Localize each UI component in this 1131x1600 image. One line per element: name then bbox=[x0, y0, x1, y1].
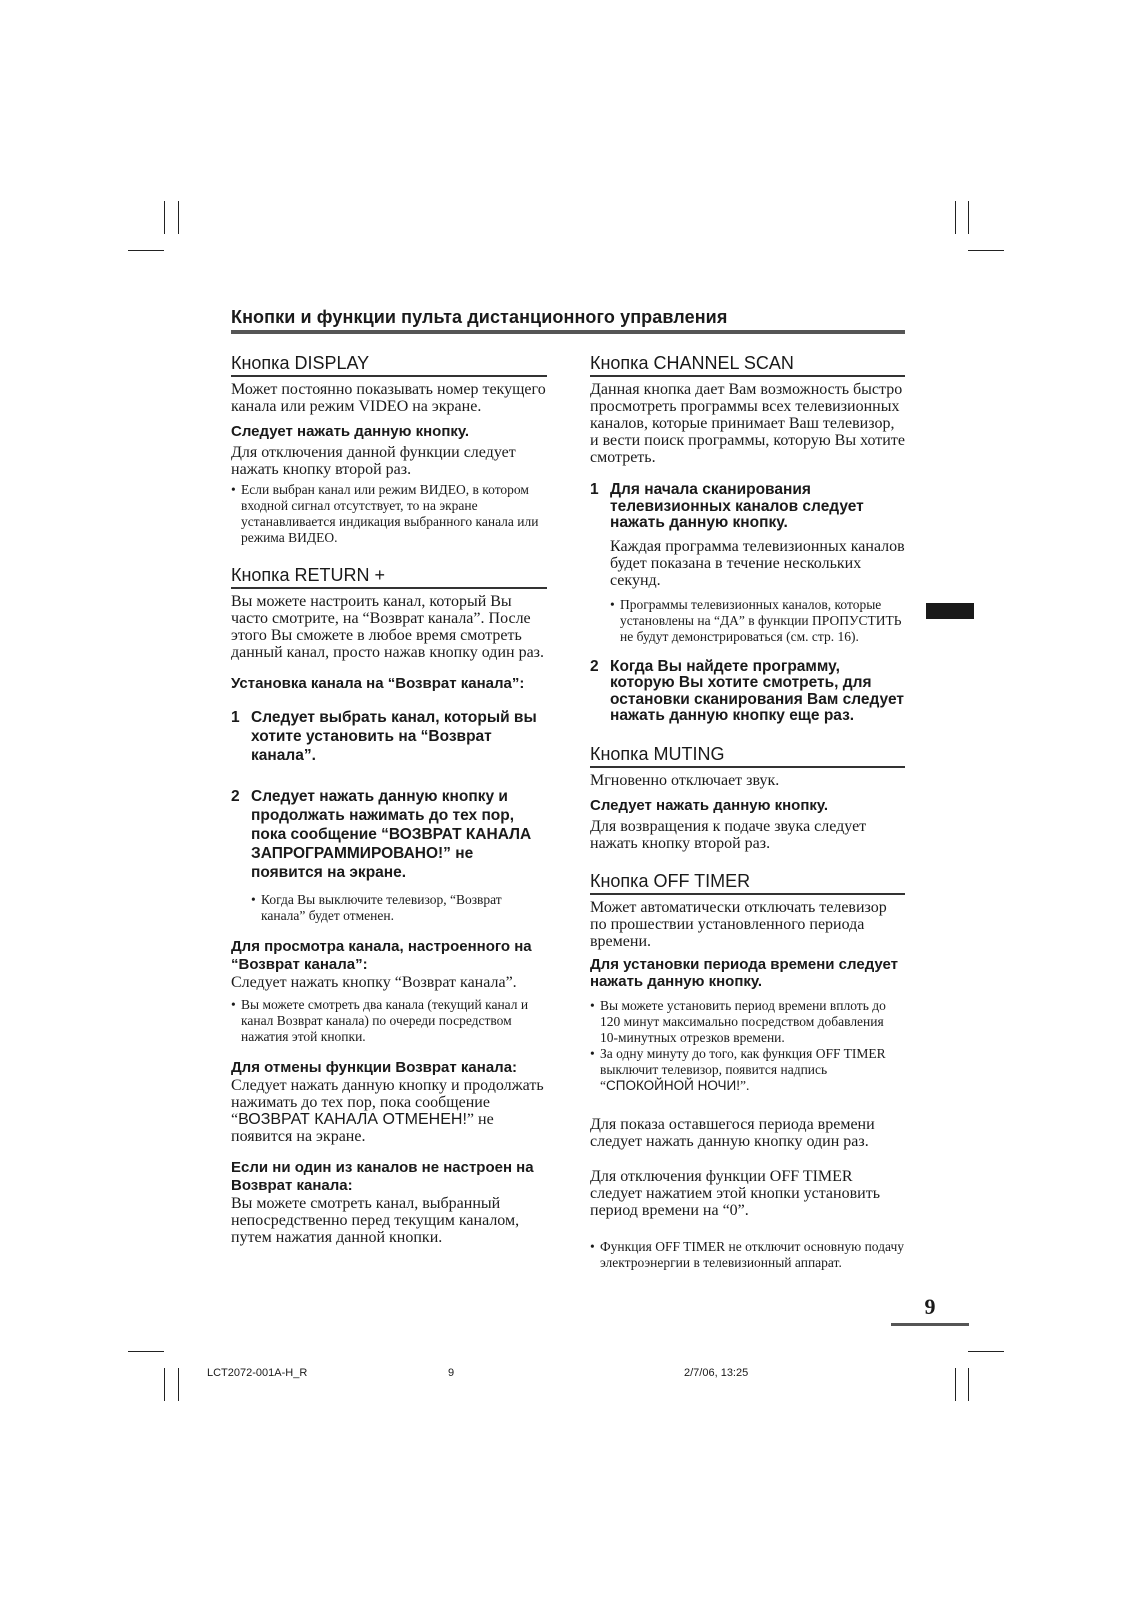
scan-description: Данная кнопка дает Вам возможность быстро просмотреть программы всех телевизионных каналов, которые принимает Ваш телевизор, и вести поиск программы, которую Вы хотите смотреть. bbox=[590, 381, 905, 466]
offtimer-note-3: • Функция OFF TIMER не отключит основную подачу электроэнергии в телевизионный аппарат. bbox=[590, 1239, 905, 1271]
muting-body: Для возвращения к подаче звука следует нажать кнопку второй раз. bbox=[590, 817, 867, 852]
return-cancel-heading: Для отмены функции Возврат канала: bbox=[231, 1059, 518, 1076]
page-number: 9 bbox=[924, 1294, 936, 1319]
return-none-heading: Если ни один из каналов не настроен на Возврат канала: bbox=[231, 1159, 534, 1194]
crop-mark bbox=[164, 201, 165, 234]
muting-description: Мгновенно отключает звук. bbox=[590, 771, 780, 789]
return-step-2 bbox=[231, 787, 547, 882]
side-tab-marker bbox=[926, 603, 974, 619]
offtimer-final-notes bbox=[590, 1239, 905, 1271]
return-cancel-body bbox=[231, 1077, 547, 1145]
step-number: 2 bbox=[231, 788, 240, 805]
crop-mark bbox=[968, 201, 969, 234]
crop-mark bbox=[968, 250, 1004, 251]
scan-section-title: Кнопка CHANNEL SCAN bbox=[590, 352, 905, 377]
scan-step-1-note: • Программы телевизионных каналов, которые установлены на “ДА” в функции ПРОПУСТИТЬ не будут демонстрироваться (см. стр. 16). bbox=[610, 597, 905, 645]
step-number: 2 bbox=[590, 657, 599, 675]
display-instruction: Следует нажать данную кнопку. bbox=[231, 423, 470, 440]
offtimer-note-2 bbox=[590, 1046, 905, 1094]
footer-code: LCT2072-001A-H_R bbox=[207, 1367, 308, 1379]
return-section-title: Кнопка RETURN + bbox=[231, 564, 547, 589]
crop-mark bbox=[955, 1368, 956, 1401]
offtimer-remaining-body: Для показа оставшегося периода времени следует нажать данную кнопку один раз. bbox=[590, 1115, 875, 1150]
display-note: • Если выбран канал или режим ВИДЕО, в котором входной сигнал отсутствует, то на экране устанавливается индикация выбранного канала или режима ВИДЕО. bbox=[231, 482, 547, 546]
display-description: Может постоянно показывать номер текущего канала или режим VIDEO на экране. bbox=[231, 381, 546, 415]
offtimer-section-title: Кнопка OFF TIMER bbox=[590, 870, 905, 895]
crop-mark bbox=[955, 201, 956, 234]
page-number-rule bbox=[891, 1323, 969, 1326]
display-section-title: Кнопка DISPLAY bbox=[231, 352, 547, 377]
step-text: Следует нажать данную кнопку и продолжать нажимать до тех пор, пока сообщение “ВОЗВРАТ КАНАЛА ЗАПРОГРАММИРОВАНО!” не появится на экране. bbox=[251, 788, 532, 881]
display-body: Для отключения данной функции следует нажать кнопку второй раз. bbox=[231, 444, 516, 478]
offtimer-note-1: • Вы можете установить период времени вплоть до 120 минут максимально посредством добавления 10-минутных отрезков времени. bbox=[590, 998, 905, 1046]
return-view-notes bbox=[231, 997, 547, 1045]
return-view-heading: Для просмотра канала, настроенного на “Возврат канала”: bbox=[231, 938, 532, 973]
return-view-body: Следует нажать кнопку “Возврат канала”. bbox=[231, 974, 517, 991]
muting-section-title: Кнопка MUTING bbox=[590, 743, 905, 768]
offtimer-message: СПОКОЙНОЙ НОЧИ! bbox=[606, 1077, 740, 1093]
offtimer-note-2-start: За одну минуту до того, как функция OFF TIMER выключит телевизор, появится надпись “ bbox=[600, 1045, 886, 1093]
offtimer-disable-body: Для отключения функции OFF TIMER следует нажатием этой кнопки установить период времени на “0”. bbox=[590, 1167, 880, 1219]
crop-mark bbox=[128, 250, 164, 251]
step-number: 1 bbox=[590, 481, 599, 498]
page-header: Кнопки и функции пульта дистанционного управления bbox=[231, 307, 728, 327]
display-notes bbox=[231, 482, 547, 546]
return-step-2-note: • Когда Вы выключите телевизор, “Возврат канала” будет отменен. bbox=[251, 892, 547, 924]
offtimer-description: Может автоматически отключать телевизор по прошествии установленного периода времени. bbox=[590, 898, 887, 950]
return-none-body: Вы можете смотреть канал, выбранный непосредственно перед текущим каналом, путем нажатия данной кнопки. bbox=[231, 1195, 520, 1246]
scan-step-1-body: Каждая программа телевизионных каналов будет показана в течение нескольких секунд. bbox=[610, 537, 905, 589]
scan-step-1-notes bbox=[610, 597, 905, 645]
return-setup-heading: Установка канала на “Возврат канала”: bbox=[231, 675, 525, 692]
crop-mark bbox=[968, 1368, 969, 1401]
return-view-note: • Вы можете смотреть два канала (текущий канал и канал Возврат канала) по очереди посредством нажатия этой кнопки. bbox=[231, 997, 547, 1045]
crop-mark bbox=[128, 1351, 164, 1352]
step-number: 1 bbox=[231, 709, 240, 726]
step-text: Для начала сканирования телевизионных каналов следует нажать данную кнопку. bbox=[610, 481, 864, 531]
scan-step-1 bbox=[590, 482, 905, 532]
return-cancel-body-end: ” не появится на экране. bbox=[231, 1111, 494, 1145]
right-column bbox=[590, 352, 905, 1271]
offtimer-note-2-end: ”. bbox=[739, 1077, 750, 1093]
step-text: Когда Вы найдете программу, которую Вы хотите смотреть, для остановки сканирования Вам следует нажать данную кнопку еще раз. bbox=[610, 657, 904, 724]
crop-mark bbox=[968, 1351, 1004, 1352]
scan-step-2 bbox=[590, 659, 905, 725]
left-column bbox=[231, 352, 547, 1246]
return-step-2-notes bbox=[251, 892, 547, 924]
footer-page: 9 bbox=[448, 1367, 455, 1379]
page-header-rule bbox=[231, 330, 905, 334]
return-cancel-message: ВОЗВРАТ КАНАЛА ОТМЕНЕН! bbox=[238, 1111, 467, 1128]
muting-instruction: Следует нажать данную кнопку. bbox=[590, 796, 829, 814]
return-cancel-body-start: Следует нажать данную кнопку и продолжать нажимать до тех пор, пока сообщение “ bbox=[231, 1077, 544, 1128]
crop-mark bbox=[178, 201, 179, 234]
footer-datetime: 2/7/06, 13:25 bbox=[684, 1367, 749, 1379]
offtimer-instruction: Для установки периода времени следует нажать данную кнопку. bbox=[590, 955, 899, 990]
return-step-1 bbox=[231, 708, 547, 765]
return-description: Вы можете настроить канал, который Вы часто смотрите, на “Возврат канала”. После этого Вы сможете в любое время смотреть данный канал, просто нажав кнопку один раз. bbox=[231, 593, 544, 661]
step-text: Следует выбрать канал, который вы хотите установить на “Возврат канала”. bbox=[251, 709, 537, 764]
crop-mark bbox=[178, 1368, 179, 1401]
crop-mark bbox=[164, 1368, 165, 1401]
offtimer-notes bbox=[590, 998, 905, 1094]
